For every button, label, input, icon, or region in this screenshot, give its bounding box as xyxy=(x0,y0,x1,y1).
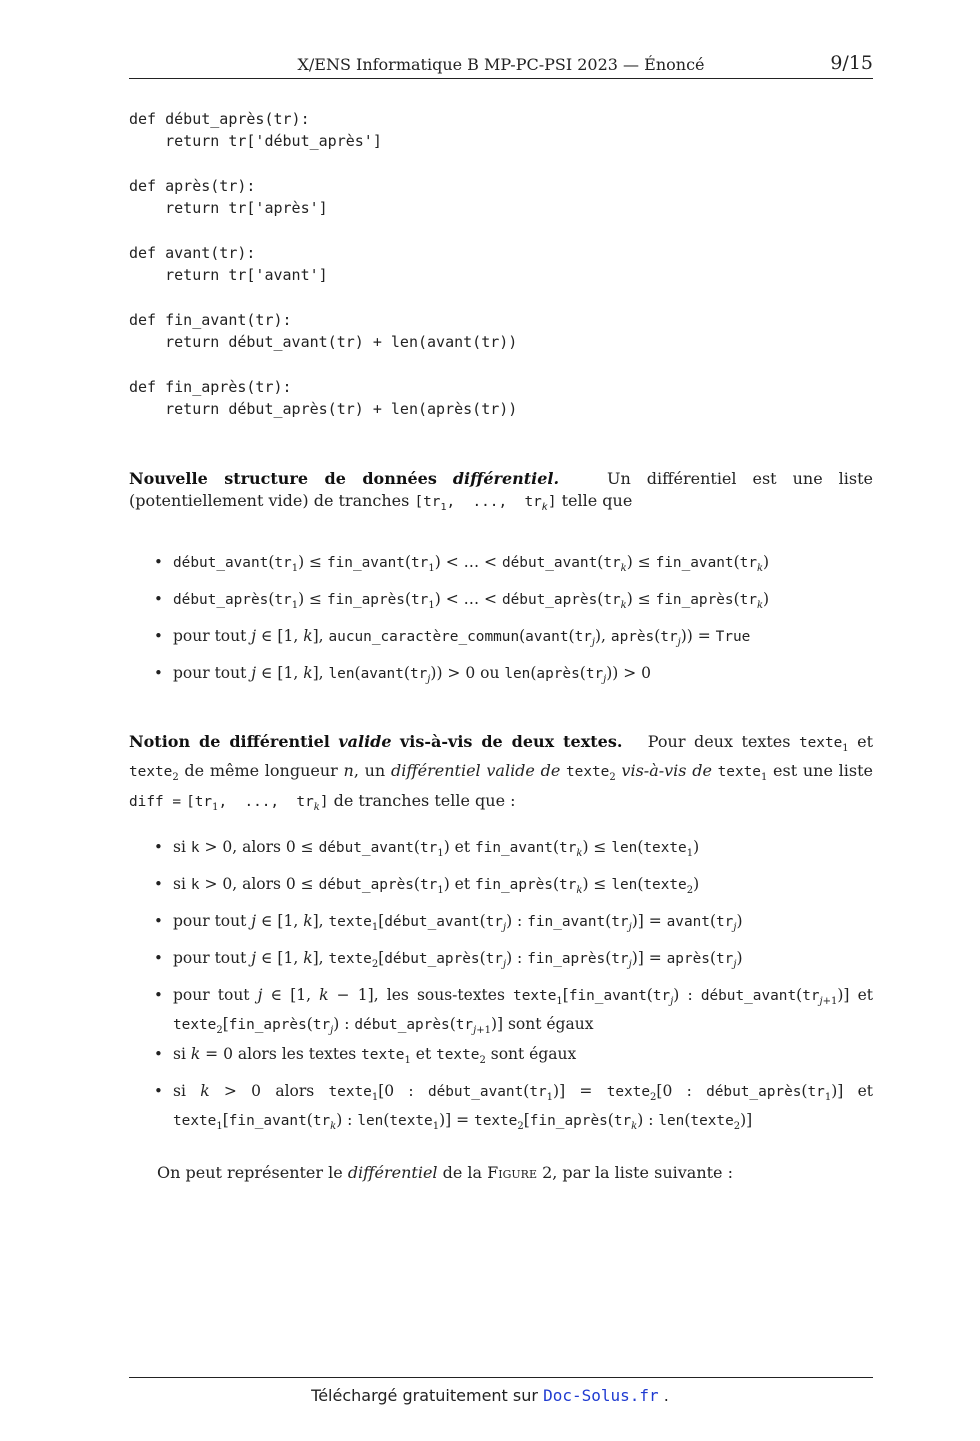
bullet-dot-icon: • xyxy=(154,664,163,682)
section2-heading-a: Notion de différentiel xyxy=(129,732,330,751)
footer-link[interactable]: Doc-Solus.fr xyxy=(543,1386,659,1405)
bullet-dot-icon: • xyxy=(154,1082,163,1100)
code-block: def début_après(tr): return tr['début_après'] def après(tr): return tr['après'] def avant(tr): return tr['avant'] def fin_avant(tr): return début_avant(tr) + len(avant(tr)) def fin_après(tr): return début_après(tr) + len(après(tr)) xyxy=(129,110,518,418)
bullet-dot-icon: • xyxy=(154,875,163,893)
section2-heading-em: valide xyxy=(338,732,392,751)
page-footer xyxy=(0,1386,980,1405)
bullet-text: si k > 0, alors $0 \le début\_après(tr_1)$ et $fin\_après(tr_k)$ ≤ len(texte$_2$) xyxy=(173,875,700,897)
page-header xyxy=(129,52,873,79)
section1-heading: Nouvelle structure de données xyxy=(129,469,437,488)
page-number: 9/15 xyxy=(830,52,873,74)
bullet-text: pour tout j ∈ [1, k], $texte_2[début\_après(tr_j)$ : $fin\_après(tr_j)$] = $après(tr_j)$ xyxy=(173,949,743,971)
footer-suffix: . xyxy=(663,1386,669,1405)
bullet-dot-icon: • xyxy=(154,912,163,930)
bullet-text: si k > 0, alors $0 \le début\_avant(tr_1)$ et $fin\_avant(tr_k)$ ≤ len(texte$_1$) xyxy=(173,838,700,860)
bullet-dot-icon: • xyxy=(154,553,163,571)
bullet-dot-icon: • xyxy=(154,627,163,645)
bullet-text: $début\_après(tr_1)$ ≤ $fin\_après(tr_1)$ < … < $début\_après(tr_k)$ ≤ $fin\_après(tr_k)$ xyxy=(173,590,770,612)
section1-text-b: telle que xyxy=(561,491,633,511)
bullet-dot-icon: • xyxy=(154,986,163,1004)
bullet-text: si k > 0 alors texte$_1$[0 : $début\_avant(tr_1)$] = texte$_2$[0 : $début\_après(tr_1)$] et $texte_1[fin\_avant(tr_k)$ : len(texte$_1$)] = $texte_2[fin\_après(tr_k)$ : len(texte$_2$)] xyxy=(173,1082,873,1133)
bullet-dot-icon: • xyxy=(154,838,163,856)
footer-prefix: Téléchargé gratuitement sur xyxy=(311,1386,538,1405)
section-differentiel xyxy=(129,468,873,519)
closing-sentence: On peut représenter le différentiel de la Figure 2, par la liste suivante : xyxy=(157,1163,733,1182)
footer-divider xyxy=(129,1377,873,1378)
bullet-text: pour tout j ∈ [1, k], $len(avant(tr_j)) > 0$ ou $len(après(tr_j)) > 0$ xyxy=(173,664,652,686)
header-title: X/ENS Informatique B MP-PC-PSI 2023 — Énoncé xyxy=(297,55,705,74)
bullet-text: $début\_avant(tr_1)$ ≤ $fin\_avant(tr_1)$ < … < $début\_avant(tr_k)$ ≤ $fin\_avant(tr_k)$ xyxy=(173,553,770,575)
section1-list: [$tr_1$, ..., $tr_k$] xyxy=(414,494,557,514)
bullet-dot-icon: • xyxy=(154,590,163,608)
bullet-text: pour tout j ∈ [1, k], $texte_1[début\_avant(tr_j)$ : $fin\_avant(tr_j)$] = $avant(tr_j)$ xyxy=(173,912,743,934)
section1-heading-em: différentiel. xyxy=(452,469,560,488)
section1-text-a: Un différentiel est une liste (potentiellement vide) de tranches xyxy=(129,469,873,511)
bullet-text: si k = 0 alors les textes texte$_1$ et texte$_2$ sont égaux xyxy=(173,1045,577,1067)
bullet-dot-icon: • xyxy=(154,949,163,967)
section2-heading-b: vis-à-vis de deux textes. xyxy=(400,732,623,751)
bullet-dot-icon: • xyxy=(154,1045,163,1063)
bullet-text: pour tout j ∈ [1, k − 1], les sous-textes $texte_1[fin\_avant(tr_j)$ : $début\_avant(tr_{j+1})$] et $texte_2[fin\_après(tr_j)$ : $début\_après(tr_{j+1})$] sont égaux xyxy=(173,986,873,1037)
section-valide: Notion de différentiel valide vis-à-vis de deux textes. Pour deux textes texte$_1$ et texte$_2$ de même longueur n, un différentiel valide de texte$_2$ vis-à-vis de texte$_1$ est une liste diff = [$tr_1$, ..., $tr_k$] de tranches telle que : xyxy=(129,732,874,814)
bullet-text: pour tout j ∈ [1, k], $aucun\_caractère\_commun(avant(tr_j)$, $après(tr_j)$) = True xyxy=(173,627,751,649)
